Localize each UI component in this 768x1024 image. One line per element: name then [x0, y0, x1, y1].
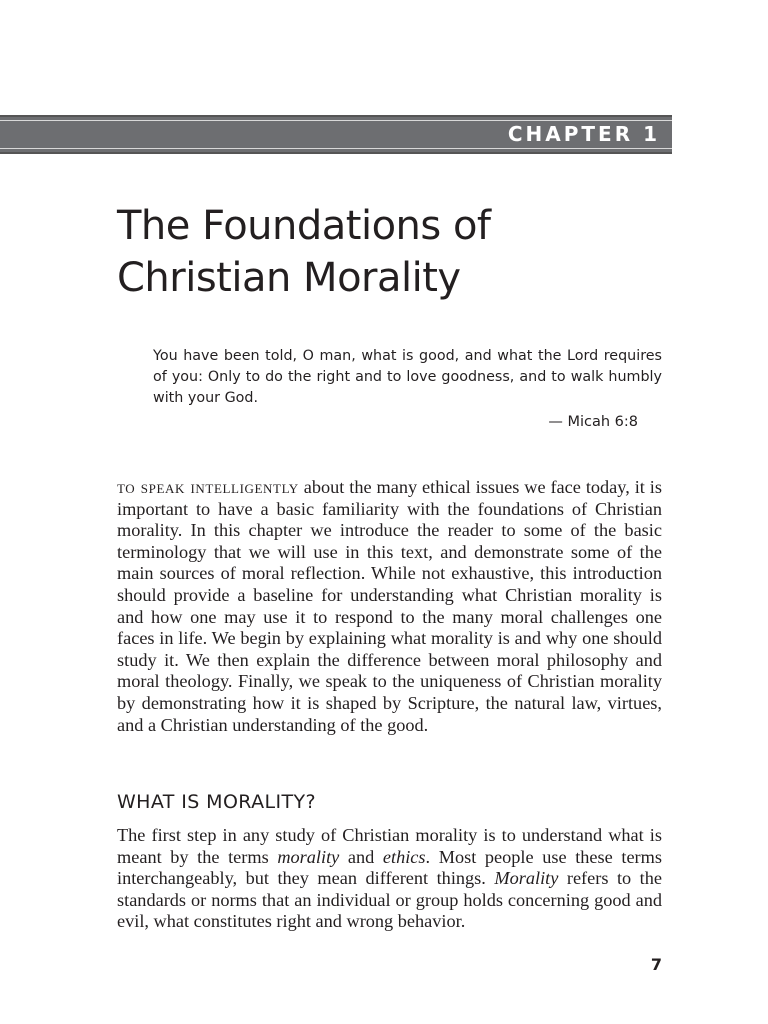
morality-text-d: refers to the standards or norms that an individual or group holds concerning good and evil, what constitutes right and wrong behavior. — [117, 868, 662, 932]
chapter-title-line-2: Christian Morality — [117, 255, 461, 301]
chapter-label: CHAPTER 1 — [507, 122, 660, 146]
page-number: 7 — [650, 955, 662, 974]
intro-paragraph — [117, 477, 662, 736]
term-ethics: ethics — [382, 846, 426, 867]
chapter-title-line-1: The Foundations of — [117, 203, 491, 249]
morality-text-c: . Most people use these terms interchangeably, but they mean different things. — [117, 846, 662, 889]
section-heading: WHAT IS MORALITY? — [117, 791, 317, 813]
epigraph-quote: You have been told, O man, what is good, and what the Lord requires of you: Only to do the right and to love goodness, and to walk humbly with your God. — [153, 348, 662, 406]
morality-text-b: and — [339, 846, 383, 867]
term-morality: morality — [277, 846, 340, 867]
chapter-title — [117, 200, 657, 304]
intro-paragraph-text: about the many ethical issues we face today, it is important to have a basic familiarity with the foundations of Christian morality. In this chapter we introduce the reader to some of the basic terminology that we will use in this text, and demonstrate some of the main sources of moral reflection. While not exhaustive, this introduction should provide a baseline for understanding what Christian morality is and how one may use it to respond to the many moral challenges one faces in life. We begin by explaining what morality is and why one should study it. We then explain the difference between moral philosophy and moral theology. Finally, we speak to the uniqueness of Christian morality by demonstrating how it is shaped by Scripture, the natural law, virtues, and a Christian understanding of the good. — [117, 477, 662, 735]
epigraph-attribution: — Micah 6:8 — [548, 414, 638, 430]
morality-paragraph — [117, 825, 662, 933]
chapter-header-band — [0, 115, 672, 154]
term-morality-definition: Morality — [494, 868, 559, 889]
morality-text-a: The first step in any study of Christian morality is to understand what is meant by the terms — [117, 825, 662, 867]
intro-lead-words: to speak intelligently — [117, 477, 299, 497]
